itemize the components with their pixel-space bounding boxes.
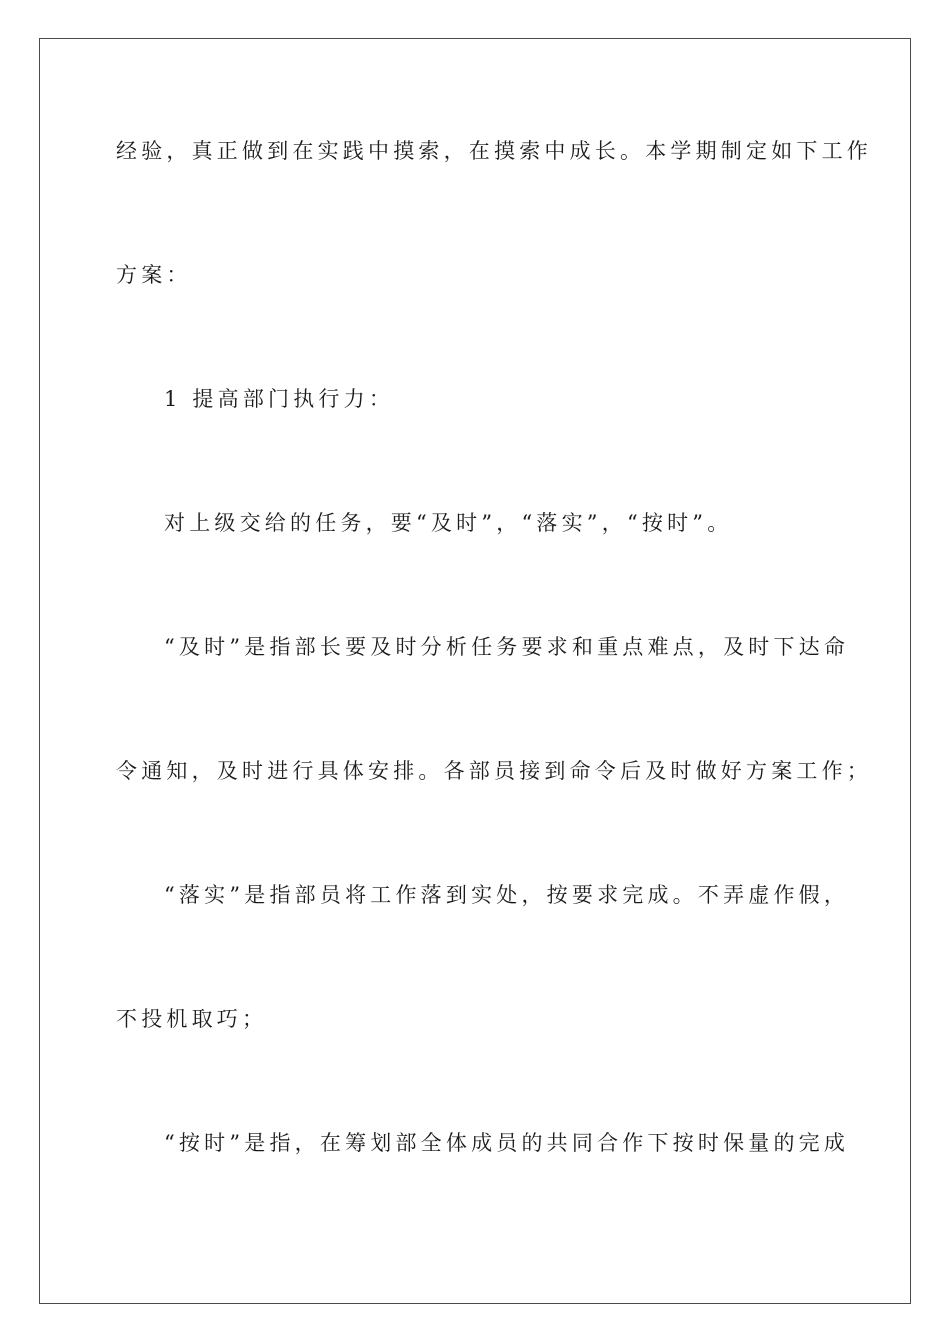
page-border (39, 38, 911, 1304)
paragraph-line-8: 不投机取巧； (116, 1007, 268, 1031)
paragraph-line-7: “落实”是指部员将工作落到实处，按要求完成。不弄虚作假， (164, 883, 850, 907)
paragraph-line-1: 经验，真正做到在实践中摸索，在摸索中成长。本学期制定如下工作 (116, 139, 872, 163)
section-heading: 1 提高部门执行力： (164, 387, 395, 411)
paragraph-line-9: “按时”是指，在筹划部全体成员的共同合作下按时保量的完成 (164, 1131, 850, 1155)
paragraph-line-6: 令通知，及时进行具体安排。各部员接到命令后及时做好方案工作； (116, 759, 872, 783)
paragraph-line-5: “及时”是指部长要及时分析任务要求和重点难点，及时下达命 (164, 635, 850, 659)
paragraph-line-2: 方案： (116, 263, 192, 287)
paragraph-line-4: 对上级交给的任务，要“及时”，“落实”，“按时”。 (164, 511, 733, 535)
